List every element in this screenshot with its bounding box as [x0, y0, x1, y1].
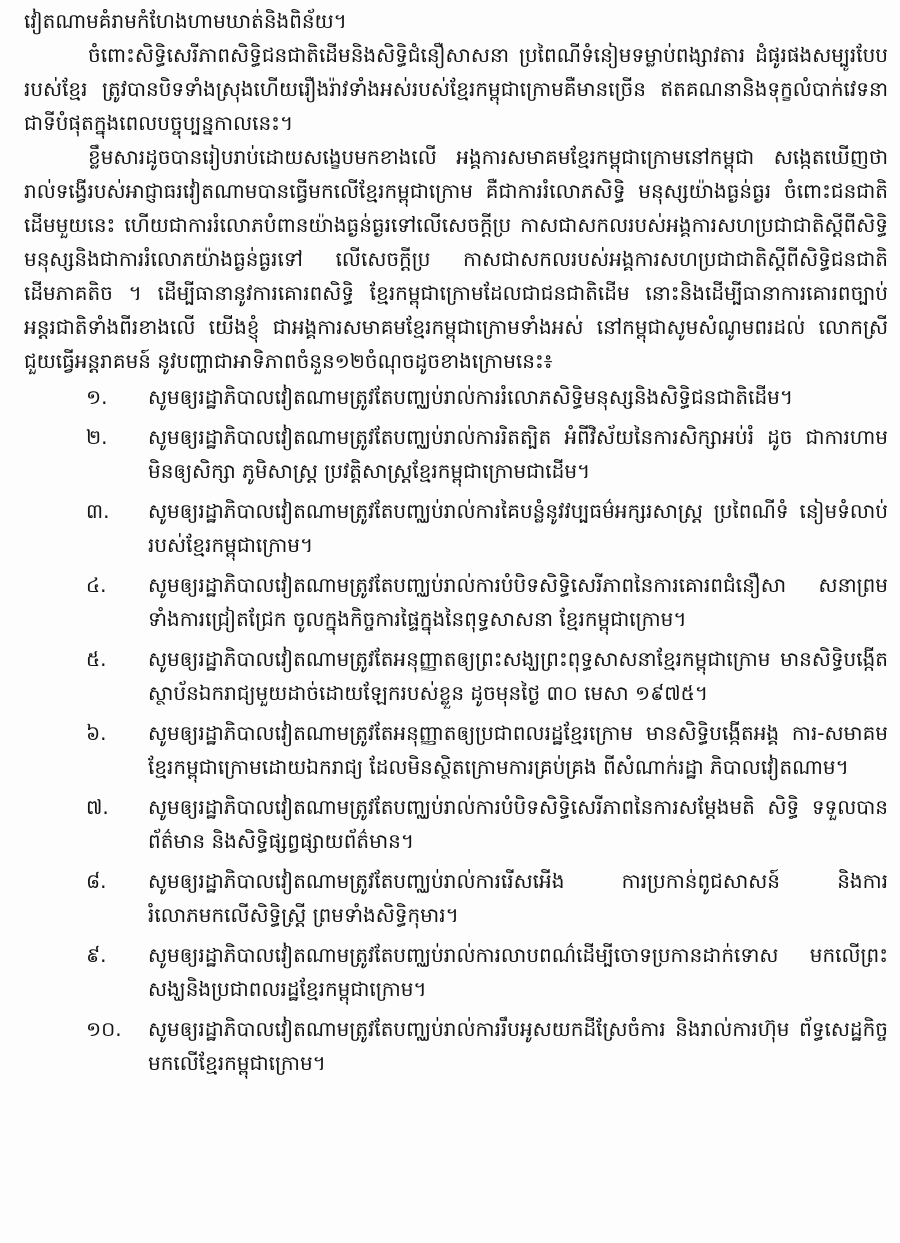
list-item — [24, 790, 888, 858]
document-body — [24, 4, 888, 1086]
item-text: សូមឲ្យរដ្ឋាភិបាលវៀតណាមត្រូវតែបញ្ឈប់រាល់ការរើសអើង ការប្រកាន់ពូជសាសន៍ និងការ រំលោភមកលើសិទ្ធិស្ត្រី ព្រមទាំងសិទ្ធិកុមារ។ — [148, 869, 888, 927]
list-item — [24, 494, 888, 562]
list-item — [24, 864, 888, 932]
item-text: សូមឲ្យរដ្ឋាភិបាលវៀតណាមត្រូវតែបញ្ឈប់រាល់ការបំបិទសិទ្ធិសេរីភាពនៃការសម្តែងមតិ សិទ្ធិ ទទួលបានព័ត៌មាន និងសិទ្ធិផ្សព្វផ្សាយព័ត៌មាន។ — [148, 795, 888, 853]
item-number: ១. — [86, 385, 108, 409]
item-number: ៤. — [86, 573, 107, 597]
list-item — [24, 568, 888, 636]
item-number: ៥. — [86, 647, 107, 671]
item-text: សូមឲ្យរដ្ឋាភិបាលវៀតណាមត្រូវតែបញ្ឈប់រាល់ការរំលោភសិទ្ធិមនុស្សនិងសិទ្ធិជនជាតិដើម។ — [148, 385, 794, 409]
demands-list — [24, 380, 888, 1080]
item-text: សូមឲ្យរដ្ឋាភិបាលវៀតណាមត្រូវតែបញ្ឈប់រាល់ការគៃបន្លំនូវវប្បធម៌អក្សរសាស្ត្រ ប្រពៃណីទំ នៀមទំលាប់ របស់ខ្មែរកម្ពុជាក្រោម។ — [148, 499, 888, 557]
item-number: ៨. — [86, 869, 107, 893]
item-number: ២. — [86, 425, 108, 449]
item-number: ៣. — [86, 499, 110, 523]
item-text: សូមឲ្យរដ្ឋាភិបាលវៀតណាមត្រូវតែបញ្ឈប់រាល់ការបំបិទសិទ្ធិសេរីភាពនៃការគោរពជំនឿសា សនាព្រមទាំងការជ្រៀតជ្រែក ចូលក្នុងកិច្ចការផ្ទៃក្នុងនៃពុទ្ធសាសនា ខ្មែរកម្ពុជាក្រោម។ — [148, 573, 888, 631]
list-item — [24, 716, 888, 784]
item-text: សូមឲ្យរដ្ឋាភិបាលវៀតណាមត្រូវតែបញ្ឈប់រាល់ការលាបពណ៌ដើម្បីចោទប្រកានដាក់ទោស មកលើព្រះសង្ឃនិងប្រជាពលរដ្ឋខ្មែរកម្ពុជាក្រោម។ — [148, 943, 888, 1001]
opening-line: វៀតណាមគំរាមកំហែងហាមឃាត់និងពិន័យ។ — [24, 9, 347, 33]
paragraph-2: ខ្លឹមសារដូចបានរៀបរាប់ដោយសង្ខេបមកខាងលើ អង្គការសមាគមខ្មែរកម្ពុជាក្រោមនៅកម្ពុជា សង្កេតឃើញថារាល់ទង្វើរបស់អាជ្ញាធរវៀតណាមបានធ្វើមកលើខ្មែរកម្ពុជាក្រោម គឺជាការរំលោភសិទ្ធិ មនុស្សយ៉ាងធ្ងន់ធ្ងរ ចំពោះជនជាតិដើមមួយនេះ ហើយជាការរំលោភបំពានយ៉ាងធ្ងន់ធ្ងរទៅលើសេចក្តីប្រ កាសជាសកលរបស់អង្គការសហប្រជាជាតិស្តីពីសិទ្ធិមនុស្សនិងជាការរំលោភយ៉ាងធ្ងន់ធ្ងរទៅ លើសេចក្តីប្រ កាសជាសកលរបស់អង្គការសហប្រជាជាតិស្តីពីសិទ្ធិជនជាតិដើមភាគតិច ។ ដើម្បីធានានូវការគោរពសិទ្ធិ ខ្មែរកម្ពុជាក្រោមដែលជាជនជាតិដើម នោះនិងដើម្បីធានាការគោរពច្បាប់អន្តរជាតិទាំងពីរខាងលើ យើងខ្ញុំ ជាអង្គការសមាគមខ្មែរកម្ពុជាក្រោមទាំងអស់ នៅកម្ពុជាសូមសំណូមពរដល់ លោកស្រី ជួយធ្វើអន្តរាគមន៍ នូវបញ្ហាជាអាទិភាពចំនួន១២ចំណុចដូចខាងក្រោមនេះ៖ — [24, 145, 888, 373]
list-item — [24, 938, 888, 1006]
list-item — [24, 1012, 888, 1080]
list-item — [24, 420, 888, 488]
item-text: សូមឲ្យរដ្ឋាភិបាលវៀតណាមត្រូវតែបញ្ឈប់រាល់ការរិតត្បិត អំពីវិស័យនៃការសិក្សាអប់រំ ដូច ជាការហាមមិនឲ្យសិក្សា ភូមិសាស្ត្រ ប្រវត្តិសាស្ត្រខ្មែរកម្ពុជាក្រោមជាដើម។ — [148, 425, 888, 483]
item-text: សូមឲ្យរដ្ឋាភិបាលវៀតណាមត្រូវតែអនុញ្ញាតឲ្យប្រជាពលរដ្ឋខ្មែរក្រោម មានសិទ្ធិបង្កើតអង្គ ការ-សមាគមខ្មែរកម្ពុជាក្រោមដោយឯករាជ្យ ដែលមិនស្ថិតក្រោមការគ្រប់គ្រង ពីសំណាក់រដ្ឋា ភិបាលវៀតណាម។ — [148, 721, 888, 779]
item-number: ១០. — [86, 1017, 122, 1041]
list-item — [24, 380, 888, 414]
item-text: សូមឲ្យរដ្ឋាភិបាលវៀតណាមត្រូវតែអនុញ្ញាតឲ្យព្រះសង្ឃព្រះពុទ្ធសាសនាខ្មែរកម្ពុជាក្រោម មានសិទ្ធិបង្កើតស្ថាប័នឯករាជ្យមួយដាច់ដោយឡែករបស់ខ្លួន ដូចមុនថ្ងៃ ៣០ មេសា ១៩៧៥។ — [148, 647, 888, 705]
paragraph-1: ចំពោះសិទ្ធិសេរីភាពសិទ្ធិជនជាតិដើមនិងសិទ្ធិជំនឿសាសនា ប្រពៃណីទំនៀមទម្លាប់ពង្សាវតារ ដំផូរផងសម្បូរបែបរបស់ខ្មែរ ត្រូវបានបិទទាំងស្រុងហើយរឿងរ៉ាវទាំងអស់របស់ខ្មែរកម្ពុជាក្រោមគឺមានច្រើន ឥតគណនានិងទុក្ខលំបាក់វេទនាជាទីបំផុតក្នុងពេលបច្ចុប្បន្នកាលនេះ។ — [24, 43, 888, 135]
item-number: ៧. — [86, 795, 109, 819]
item-number: ៦. — [86, 721, 107, 745]
item-number: ៩. — [86, 943, 107, 967]
list-item — [24, 642, 888, 710]
item-text: សូមឲ្យរដ្ឋាភិបាលវៀតណាមត្រូវតែបញ្ឈប់រាល់ការរឹបអូសយកដីស្រែចំការ និងរាល់ការហ៊ុម ព័ទ្ធសេដ្ឋកិច្ច មកលើខ្មែរកម្ពុជាក្រោម។ — [148, 1017, 888, 1075]
